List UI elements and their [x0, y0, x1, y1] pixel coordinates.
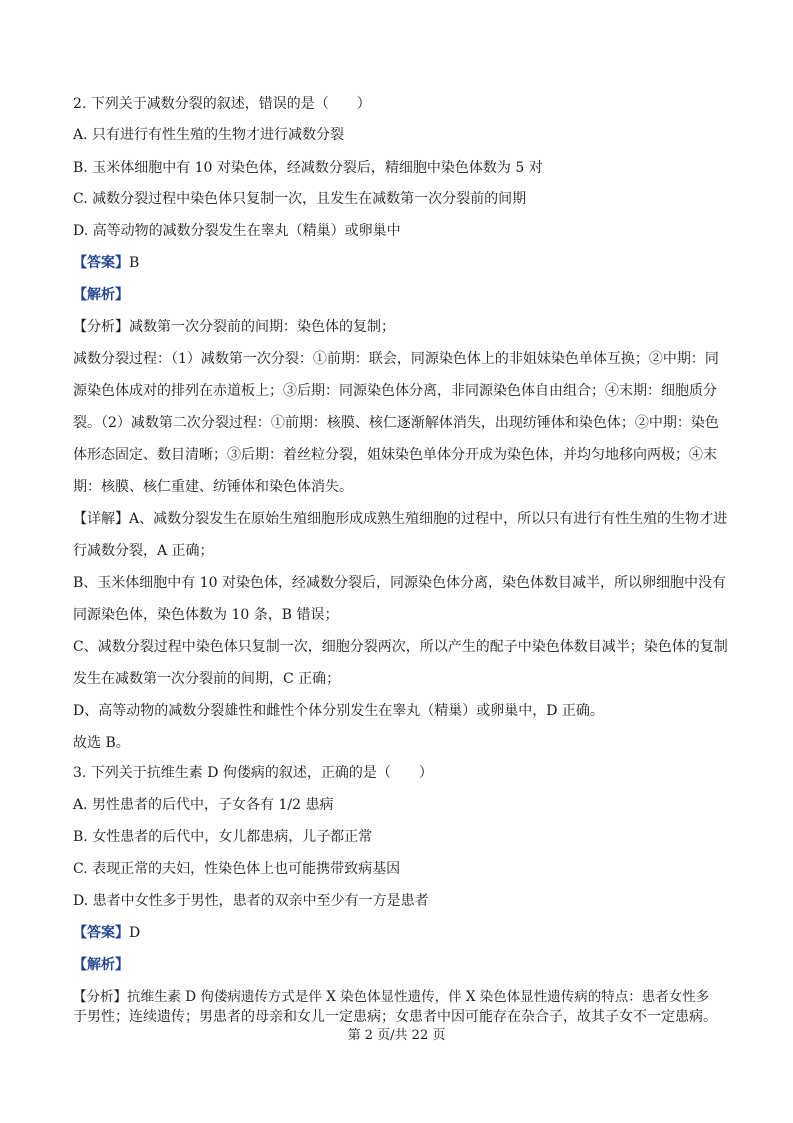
- fenxi-line: 于男性；连续遗传；男患者的母亲和女儿一定患病；女患者中因可能存在杂合子，故其子女不一定患病。: [73, 1009, 717, 1025]
- question-3-stem: 3. 下列关于抗维生素 D 佝偻病的叙述，正确的是（ ）: [73, 765, 433, 781]
- page-footer: 第 2 页/共 22 页: [347, 1028, 446, 1043]
- detail-line: C、减数分裂过程中染色体只复制一次，细胞分裂两次，所以产生的配子中染色体数目减半；染色体的复制: [73, 639, 728, 655]
- question-2-option-a: A. 只有进行有性生殖的生物才进行减数分裂: [73, 127, 345, 143]
- xiangjie-text: A、减数分裂发生在原始生殖细胞形成成熟生殖细胞的过程中，所以只有进行有性生殖的生物才进: [129, 511, 728, 527]
- question-3-option-d: D. 患者中女性多于男性，患者的双亲中至少有一方是患者: [73, 893, 429, 909]
- process-line: 减数分裂过程：（1）减数第一次分裂：①前期：联会，同源染色体上的非姐妹染色单体互换；②中期：同: [73, 351, 719, 367]
- question-3-option-a: A. 男性患者的后代中，子女各有 1/2 患病: [73, 797, 334, 813]
- detail-line: 同源染色体，染色体数为 10 条，B 错误；: [73, 607, 339, 623]
- question-3-analysis-tag: [73, 956, 728, 974]
- answer-value: B: [129, 255, 140, 271]
- analysis-tag: 【解析】: [73, 957, 129, 973]
- question-3-option-c: C. 表现正常的夫妇，性染色体上也可能携带致病基因: [73, 861, 401, 877]
- question-3-answer: [73, 924, 728, 942]
- answer-value: D: [129, 925, 141, 941]
- process-line: 裂。（2）减数第二次分裂过程：①前期：核膜、核仁逐渐解体消失，出现纺锤体和染色体；②中期：染色: [73, 415, 719, 431]
- xiangjie-first-line: [73, 510, 728, 528]
- detail-line: B、玉米体细胞中有 10 对染色体，经减数分裂后，同源染色体分离，染色体数目减半，所以卵细胞中没有: [73, 575, 727, 591]
- answer-tag: 【答案】: [73, 925, 129, 941]
- question-3-fenxi: [73, 988, 728, 1006]
- question-2-fenxi: [73, 318, 728, 336]
- question-2-answer: [73, 254, 728, 272]
- detail-line: 故选 B。: [73, 735, 130, 751]
- detail-line: 行减数分裂，A 正确；: [73, 543, 214, 559]
- question-2-stem: 2. 下列关于减数分裂的叙述，错误的是（ ）: [73, 96, 371, 112]
- question-2-option-b: B. 玉米体细胞中有 10 对染色体，经减数分裂后，精细胞中染色体数为 5 对: [73, 160, 543, 176]
- fenxi-text: 减数第一次分裂前的间期：染色体的复制；: [129, 319, 395, 335]
- fenxi-tag: 【分析】: [73, 319, 129, 335]
- process-line: 体形态固定、数目清晰；③后期：着丝粒分裂，姐妹染色单体分开成为染色体，并均匀地移向两极；④末: [73, 447, 717, 463]
- detail-line: 发生在减数第一次分裂前的间期，C 正确；: [73, 671, 341, 687]
- answer-tag: 【答案】: [73, 255, 129, 271]
- question-2-option-d: D. 高等动物的减数分裂发生在睾丸（精巢）或卵巢中: [73, 223, 401, 239]
- question-2-analysis-tag: [73, 286, 728, 304]
- detail-line: D、高等动物的减数分裂雄性和雌性个体分别发生在睾丸（精巢）或卵巢中，D 正确。: [73, 703, 604, 719]
- fenxi-tag: 【分析】: [73, 989, 127, 1005]
- process-line: 期：核膜、核仁重建、纺锤体和染色体消失。: [73, 479, 353, 495]
- question-2-option-c: C. 减数分裂过程中染色体只复制一次，且发生在减数第一次分裂前的间期: [73, 191, 527, 207]
- question-3-option-b: B. 女性患者的后代中，女儿都患病，儿子都正常: [73, 829, 373, 845]
- analysis-tag: 【解析】: [73, 287, 129, 303]
- fenxi-text: 抗维生素 D 佝偻病遗传方式是伴 X 染色体显性遗传，伴 X 染色体显性遗传病的特点：患者女性多: [127, 989, 710, 1005]
- process-line: 源染色体成对的排列在赤道板上；③后期：同源染色体分离，非同源染色体自由组合；④末期：细胞质分: [73, 383, 717, 399]
- xiangjie-tag: 【详解】: [73, 511, 129, 527]
